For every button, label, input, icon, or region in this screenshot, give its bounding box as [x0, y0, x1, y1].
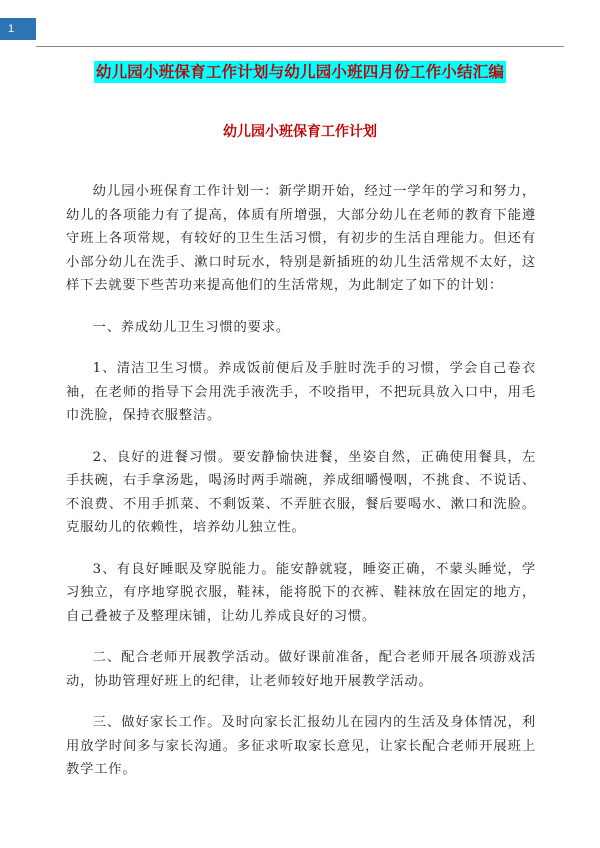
document-title-container [0, 61, 600, 83]
header-divider [36, 46, 564, 47]
paragraph-heading-3: 三、做好家长工作。及时向家长汇报幼儿在园内的生活及身体情况，利用放学时间多与家长沟通。多征求听取家长意见，让家长配合老师开展班上教学工作。 [66, 715, 536, 777]
paragraph-dining: 2、良好的进餐习惯。要安静愉快进餐，坐姿自然，正确使用餐具，左手扶碗，右手拿汤匙，喝汤时两手端碗，养成细嚼慢咽，不挑食、不说话、不浪费、不用手抓菜、不剩饭菜、不弄脏衣服，餐后要喝水、漱口和洗脸。克服幼儿的依赖性，培养幼儿独立性。 [66, 449, 536, 535]
document-title: 幼儿园小班保育工作计划与幼儿园小班四月份工作小结汇编 [95, 62, 505, 81]
page-number-badge [0, 18, 36, 40]
paragraph-hygiene: 1、清洁卫生习惯。养成饭前便后及手脏时洗手的习惯，学会自己卷衣袖，在老师的指导下会用洗手液洗手，不咬指甲，不把玩具放入口中，用毛巾洗脸，保持衣服整洁。 [66, 361, 536, 423]
paragraph-heading-1: 一、养成幼儿卫生习惯的要求。 [92, 319, 290, 335]
page-number: 1 [8, 23, 15, 35]
paragraph-sleep: 3、有良好睡眠及穿脱能力。能安静就寝，睡姿正确，不蒙头睡觉，学习独立，有序地穿脱衣服，鞋袜，能将脱下的衣裤、鞋袜放在固定的地方，自己叠被子及整理床铺，让幼儿养成良好的习惯。 [66, 561, 536, 624]
paragraph-intro: 幼儿园小班保育工作计划一：新学期开始，经过一学年的学习和努力，幼儿的各项能力有了提高，体质有所增强，大部分幼儿在老师的教育下能遵守班上各项常规，有较好的卫生生活习惯，有初步的生活自理能力。但还有小部分幼儿在洗手、漱口时玩水，特别是新插班的幼儿生活常规不太好，这样下去就要下些苦功来提高他们的生活常规，为此制定了如下的计划： [66, 184, 536, 293]
paragraph-heading-2: 二、配合老师开展教学活动。做好课前准备，配合老师开展各项游戏活动，协助管理好班上的纪律，让老师较好地开展教学活动。 [66, 650, 536, 689]
document-body [66, 180, 536, 800]
section-title: 幼儿园小班保育工作计划 [223, 124, 377, 140]
